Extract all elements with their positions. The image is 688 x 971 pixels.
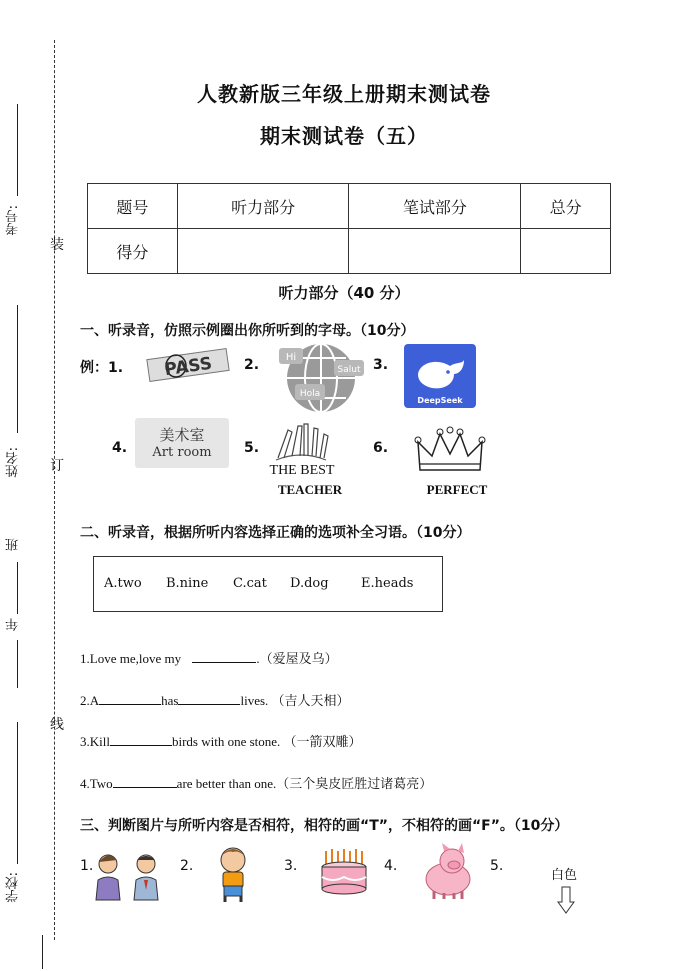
option-a: A.two	[104, 576, 142, 591]
exam-no-label: 考号:	[6, 205, 21, 236]
greeting-hi: Hi	[285, 352, 297, 363]
answer-blank[interactable]	[113, 775, 177, 788]
question-text: .（爱屋及乌）	[256, 651, 338, 666]
score-cell[interactable]	[349, 229, 521, 274]
table-header-cell: 听力部分	[177, 184, 349, 229]
question-2	[80, 690, 350, 709]
answer-blank[interactable]	[99, 692, 161, 705]
item-number: 5.	[490, 858, 504, 874]
question-text: birds with one stone. （一箭双雕）	[171, 734, 362, 749]
section2-heading: 二、听录音，根据所听内容选择正确的选项补全习语。（10分）	[80, 525, 471, 541]
bind-char-ding: 订	[50, 458, 64, 474]
answer-blank[interactable]	[178, 692, 240, 705]
section1-heading: 一、听录音，仿照示例圈出你所听到的字母。（10分）	[80, 323, 415, 339]
page-title: 人教新版三年级上册期末测试卷	[197, 82, 491, 106]
pass-text: PASS	[163, 353, 214, 381]
grade-label: 年	[6, 618, 21, 631]
school-label: 学校:	[6, 872, 21, 903]
table-header-cell: 总分	[521, 184, 611, 229]
table-header-cell: 笔试部分	[349, 184, 521, 229]
art-room-en: Art room	[152, 445, 212, 460]
greeting-hola: Hola	[299, 389, 321, 399]
question-text: are better than one.（三个臭皮匠胜过诸葛亮）	[176, 776, 433, 791]
class-line	[17, 562, 18, 614]
question-text: 4.Two	[80, 776, 113, 791]
example-label: 例：1.	[80, 360, 124, 376]
question-text: 2.A	[80, 693, 100, 708]
margin-edge-line	[42, 935, 43, 969]
item-number: 4.	[384, 858, 398, 874]
boy-image	[210, 844, 256, 904]
art-room-cn: 美术室	[159, 426, 205, 444]
pencils-icon	[270, 420, 332, 462]
greeting-salut: Salut	[337, 365, 361, 375]
options-box	[93, 556, 443, 612]
binding-dashed-line	[54, 40, 55, 940]
answer-blank[interactable]	[110, 733, 172, 746]
two-boys-talking-image	[92, 850, 164, 902]
down-arrow-icon	[557, 886, 575, 914]
question-text: has	[161, 693, 179, 708]
pass-stamp-image	[142, 346, 234, 384]
white-label: 白色	[551, 868, 578, 883]
score-cell[interactable]	[521, 229, 611, 274]
score-cell[interactable]	[177, 229, 349, 274]
best-teacher-line2: TEACHER	[277, 482, 343, 497]
option-e: E.heads	[361, 576, 414, 591]
school-line	[17, 722, 18, 864]
item-number: 2.	[180, 858, 194, 874]
question-text: 1.Love me,love my	[80, 651, 182, 666]
option-b: B.nine	[166, 576, 209, 591]
crown-icon	[410, 424, 490, 476]
option-d: D.dog	[290, 576, 329, 591]
birthday-cake-image	[318, 845, 370, 897]
item-number: 6.	[373, 440, 389, 456]
question-4	[80, 773, 432, 792]
section3-heading: 三、判断图片与所听内容是否相符，相符的画“T”，不相符的画“F”。（10分）	[80, 818, 569, 834]
pig-image	[418, 843, 474, 901]
item-number: 4.	[112, 440, 128, 456]
option-c: C.cat	[233, 576, 267, 591]
perfect-caption: PERFECT	[426, 482, 488, 497]
best-teacher-line1: THE BEST	[269, 463, 335, 478]
question-text: lives. （吉人天相）	[240, 693, 350, 708]
grade-line	[17, 640, 18, 688]
item-number: 1.	[80, 858, 94, 874]
item-number: 5.	[244, 440, 260, 456]
deepseek-text: DeepSeek	[417, 396, 463, 405]
answer-blank[interactable]	[192, 650, 256, 663]
question-text: 3.Kill	[80, 734, 110, 749]
item-number: 3.	[373, 357, 389, 373]
bind-char-xian: 线	[50, 717, 64, 733]
deepseek-logo-image	[404, 344, 476, 408]
question-1	[80, 648, 338, 667]
item-number: 3.	[284, 858, 298, 874]
greetings-globe-image	[276, 342, 366, 414]
page-subtitle: 期末测试卷（五）	[260, 124, 428, 148]
exam-no-line	[17, 104, 18, 196]
class-label: 班	[6, 538, 21, 551]
art-room-sign-image	[135, 418, 229, 468]
bind-char-zhuang: 装	[50, 237, 64, 253]
score-row-label: 得分	[88, 229, 178, 274]
name-label: 姓名:	[6, 447, 21, 478]
listening-title: 听力部分（40 分）	[278, 284, 410, 302]
table-header-cell: 题号	[88, 184, 178, 229]
item-number: 2.	[244, 357, 260, 373]
name-line	[17, 305, 18, 433]
score-table	[87, 183, 611, 274]
question-3	[80, 731, 362, 750]
